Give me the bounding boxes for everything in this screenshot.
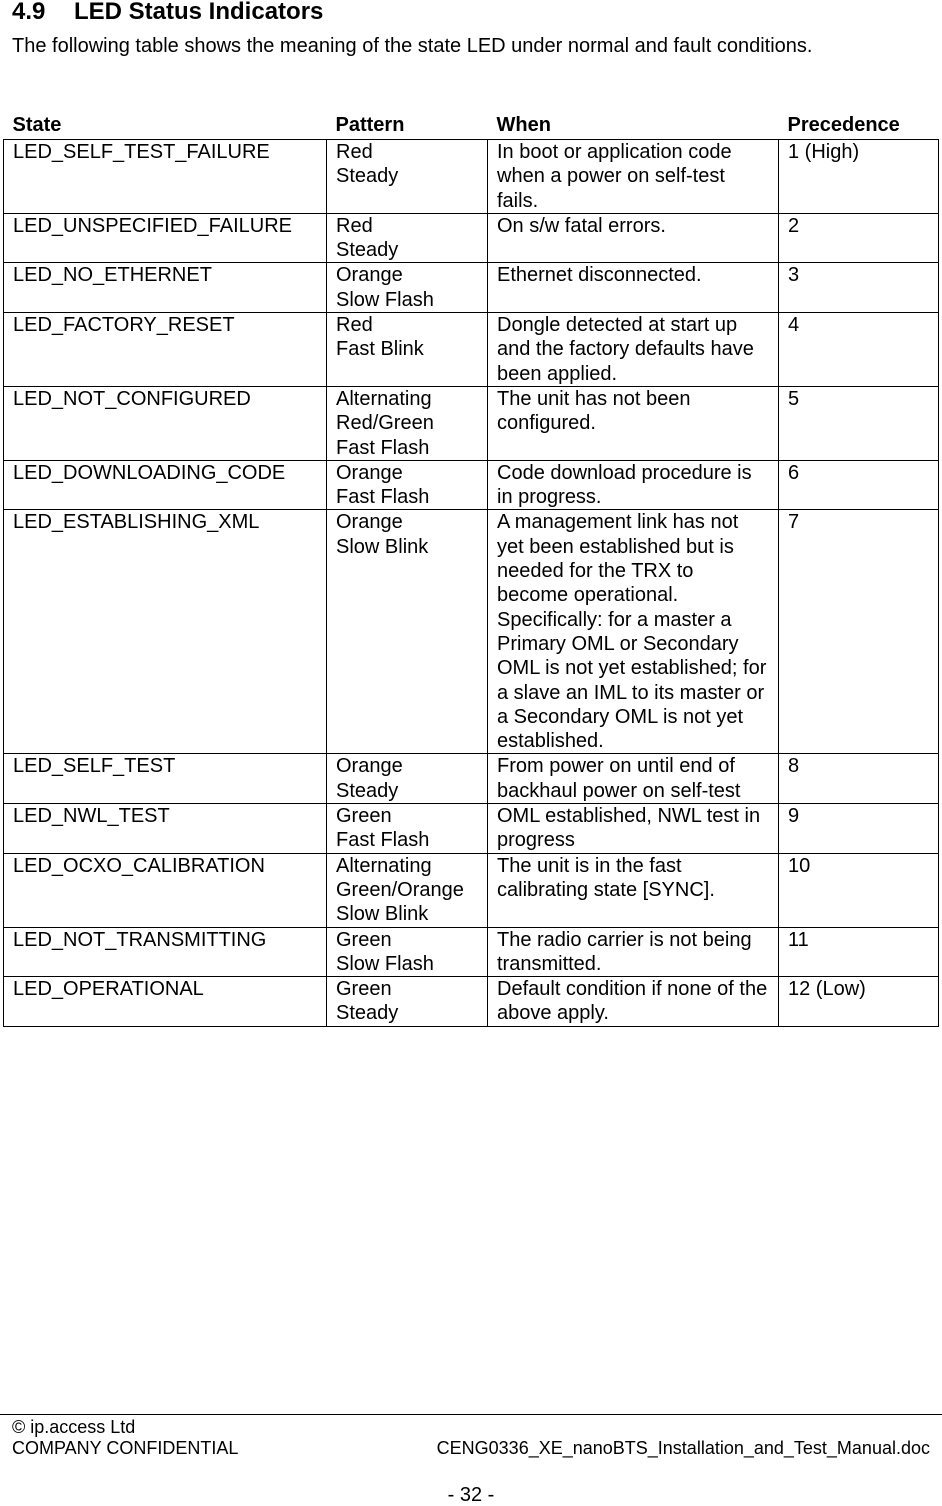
- cell-precedence: 10: [779, 853, 939, 927]
- table-row: [4, 313, 939, 387]
- pattern-line: Fast Flash: [336, 436, 430, 459]
- cell-precedence: 11: [779, 927, 939, 977]
- cell-pattern: [327, 313, 488, 387]
- cell-when: Code download procedure is in progress.: [488, 460, 779, 510]
- pattern-line: Green: [336, 928, 392, 951]
- column-header-precedence: Precedence: [779, 112, 939, 140]
- column-header-pattern: Pattern: [327, 112, 488, 140]
- pattern-line: Steady: [336, 1002, 399, 1025]
- cell-when: On s/w fatal errors.: [488, 213, 779, 263]
- cell-state: LED_FACTORY_RESET: [4, 313, 327, 387]
- column-header-state: State: [4, 112, 327, 140]
- table-row: [4, 927, 939, 977]
- cell-precedence: 3: [779, 263, 939, 313]
- led-status-table: [3, 112, 939, 1027]
- cell-pattern: [327, 804, 488, 854]
- cell-precedence: 9: [779, 804, 939, 854]
- column-header-when: When: [488, 112, 779, 140]
- footer-confidentiality: COMPANY CONFIDENTIAL: [12, 1438, 239, 1458]
- cell-precedence: 1 (High): [779, 140, 939, 214]
- page-number: - 32 -: [447, 1484, 495, 1506]
- pattern-line: Red: [336, 214, 373, 237]
- section-number: 4.9: [12, 0, 46, 25]
- pattern-line: Steady: [336, 239, 399, 262]
- pattern-line: Slow Blink: [336, 903, 429, 926]
- cell-precedence: 6: [779, 460, 939, 510]
- cell-state: LED_UNSPECIFIED_FAILURE: [4, 213, 327, 263]
- cell-pattern: [327, 510, 488, 754]
- cell-pattern: [327, 213, 488, 263]
- cell-state: LED_NWL_TEST: [4, 804, 327, 854]
- cell-when: Ethernet disconnected.: [488, 263, 779, 313]
- table-header-row: [4, 112, 939, 140]
- table-row: [4, 804, 939, 854]
- cell-precedence: 12 (Low): [779, 977, 939, 1027]
- section-title: LED Status Indicators: [74, 0, 324, 25]
- pattern-line: Orange: [336, 461, 403, 484]
- cell-pattern: [327, 853, 488, 927]
- cell-state: LED_DOWNLOADING_CODE: [4, 460, 327, 510]
- pattern-line: Orange: [336, 264, 403, 287]
- pattern-line: Red/Green: [336, 412, 434, 435]
- cell-state: LED_NO_ETHERNET: [4, 263, 327, 313]
- pattern-line: Slow Flash: [336, 952, 434, 975]
- cell-pattern: [327, 754, 488, 804]
- cell-precedence: 2: [779, 213, 939, 263]
- pattern-line: Fast Flash: [336, 829, 430, 852]
- cell-pattern: [327, 140, 488, 214]
- cell-state: LED_ESTABLISHING_XML: [4, 510, 327, 754]
- pattern-line: Fast Blink: [336, 338, 424, 361]
- table-row: [4, 977, 939, 1027]
- table-body: [4, 140, 939, 1027]
- pattern-line: Alternating: [336, 854, 432, 877]
- pattern-line: Green: [336, 978, 392, 1001]
- cell-pattern: [327, 460, 488, 510]
- cell-when: Default condition if none of the above apply.: [488, 977, 779, 1027]
- pattern-line: Green/Orange: [336, 878, 464, 901]
- cell-when: In boot or application code when a power on self-test fails.: [488, 140, 779, 214]
- footer-divider: [0, 1414, 942, 1415]
- cell-state: LED_SELF_TEST_FAILURE: [4, 140, 327, 214]
- cell-precedence: 7: [779, 510, 939, 754]
- pattern-line: Slow Blink: [336, 535, 429, 558]
- pattern-line: Orange: [336, 755, 403, 778]
- cell-precedence: 4: [779, 313, 939, 387]
- cell-state: LED_NOT_CONFIGURED: [4, 386, 327, 460]
- cell-pattern: [327, 263, 488, 313]
- cell-when: From power on until end of backhaul power on self-test: [488, 754, 779, 804]
- table-row: [4, 460, 939, 510]
- intro-paragraph: The following table shows the meaning of the state LED under normal and fault conditions.: [12, 35, 813, 57]
- cell-when: The unit has not been configured.: [488, 386, 779, 460]
- pattern-line: Green: [336, 805, 392, 828]
- table-row: [4, 140, 939, 214]
- cell-when: The radio carrier is not being transmitted.: [488, 927, 779, 977]
- footer-document-name: CENG0336_XE_nanoBTS_Installation_and_Test_Manual.doc: [436, 1438, 930, 1458]
- section-heading: [12, 0, 323, 26]
- pattern-line: Slow Flash: [336, 288, 434, 311]
- cell-state: LED_SELF_TEST: [4, 754, 327, 804]
- cell-pattern: [327, 386, 488, 460]
- cell-precedence: 8: [779, 754, 939, 804]
- cell-when: The unit is in the fast calibrating state [SYNC].: [488, 853, 779, 927]
- cell-precedence: 5: [779, 386, 939, 460]
- pattern-line: Steady: [336, 779, 399, 802]
- cell-when: Dongle detected at start up and the factory defaults have been applied.: [488, 313, 779, 387]
- cell-state: LED_OCXO_CALIBRATION: [4, 853, 327, 927]
- cell-state: LED_NOT_TRANSMITTING: [4, 927, 327, 977]
- table-row: [4, 754, 939, 804]
- footer-copyright: © ip.access Ltd: [12, 1417, 136, 1437]
- pattern-line: Fast Flash: [336, 486, 430, 509]
- table-row: [4, 853, 939, 927]
- pattern-line: Orange: [336, 511, 403, 534]
- pattern-line: Steady: [336, 165, 399, 188]
- cell-state: LED_OPERATIONAL: [4, 977, 327, 1027]
- cell-when: OML established, NWL test in progress: [488, 804, 779, 854]
- table-row: [4, 263, 939, 313]
- table-row: [4, 386, 939, 460]
- cell-pattern: [327, 977, 488, 1027]
- pattern-line: Red: [336, 314, 373, 337]
- pattern-line: Red: [336, 141, 373, 163]
- table-row: [4, 510, 939, 754]
- table-row: [4, 213, 939, 263]
- pattern-line: Alternating: [336, 387, 432, 410]
- cell-pattern: [327, 927, 488, 977]
- cell-when: A management link has not yet been established but is needed for the TRX to become operational. Specifically: for a master a Primary OML or Secondary OML is not yet established; for a slave an IML to its master or a Secondary OML is not yet established.: [488, 510, 779, 754]
- footer-left: [12, 1417, 238, 1459]
